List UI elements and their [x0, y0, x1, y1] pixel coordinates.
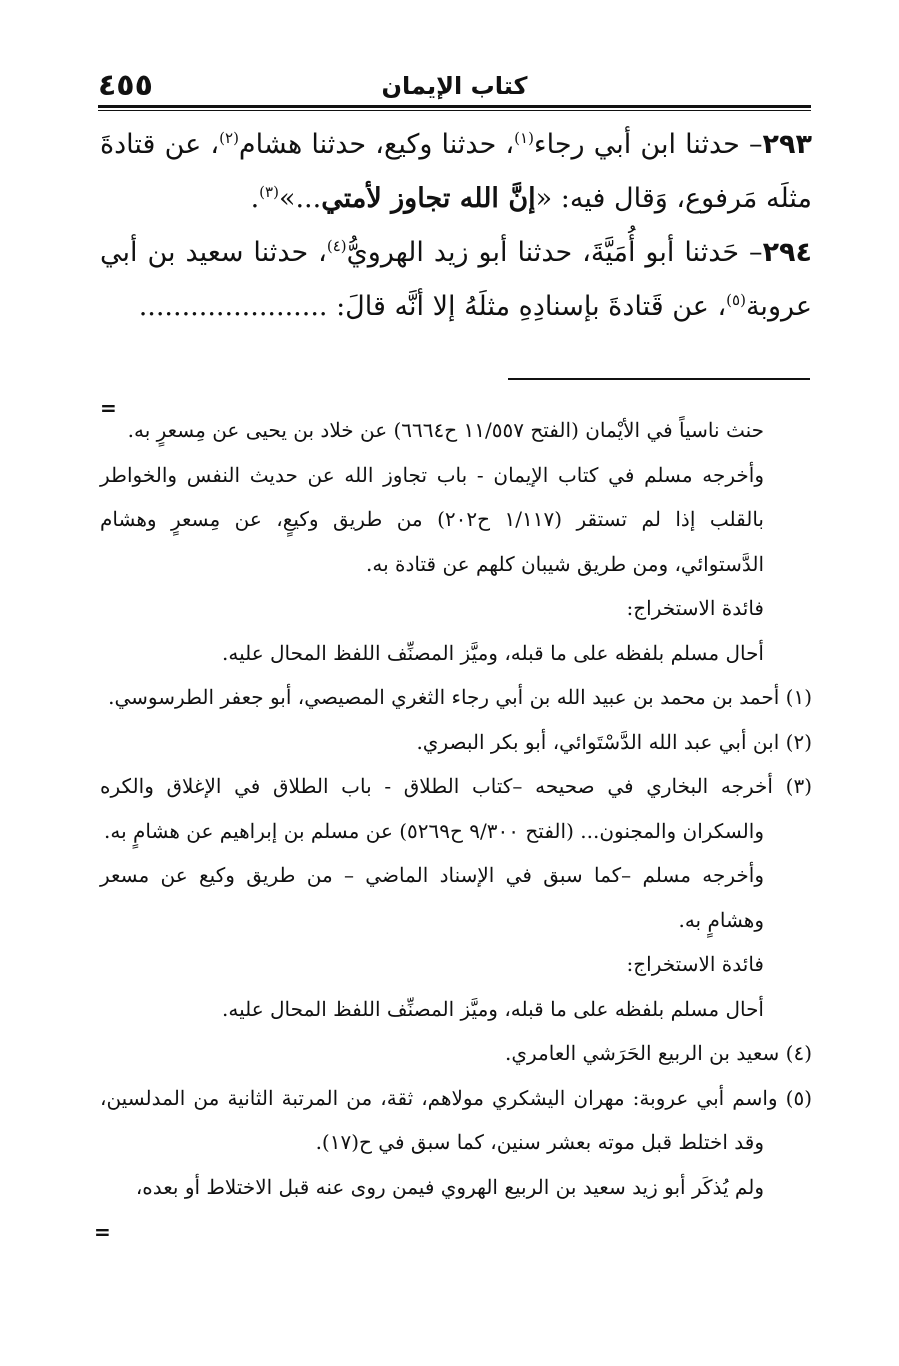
footnote-text: أحمد بن محمد بن عبيد الله بن أبي رجاء الثغري المصيصي، أبو جعفر الطرسوسي.	[108, 685, 780, 709]
footnote-continuation: ولم يُذكَر أبو زيد سعيد بن الربيع الهروي فيمن روى عنه قبل الاختلاط أو بعده،	[135, 1174, 764, 1199]
footnote-3	[100, 764, 812, 853]
footnote-continuation: حنث ناسياً في الأيْمان (الفتح ١١/٥٥٧ ح٦٦٦٤) عن خلاد بن يحيى عن مِسعرٍ به.	[127, 418, 764, 442]
text-segment: ، حدثنا وكيع، حدثنا هشام	[238, 129, 515, 160]
footnote-1	[100, 675, 812, 720]
hadith-293	[100, 118, 812, 226]
footnote-continuation: وأخرجه مسلم –كما سبق في الإسناد الماضي – من طريق وكيع عن مسعر وهشامٍ به.	[100, 863, 764, 932]
continuation-mark-top: =	[100, 396, 117, 420]
footnote-text: أخرجه البخاري في صحيحه –كتاب الطلاق - باب الطلاق في الإغلاق والكره والسكران والمجنون... (الفتح ٩/٣٠٠ ح٥٢٦٩) عن مسلم بن إبراهيم عن هشامٍ به.	[100, 774, 773, 843]
footnotes	[100, 408, 812, 1209]
running-title: كتاب الإيمان	[381, 72, 528, 100]
footnote-ref: (١)	[514, 129, 534, 147]
dash: –	[739, 237, 763, 268]
text-segment: ، عن قتادةَ مثلَه مَرفوع، وَقال فيه: «	[100, 129, 812, 214]
footnote-continuation: أحال مسلم بلفظه على ما قبله، وميَّز المصنِّف اللفظ المحال عليه.	[222, 996, 764, 1021]
hadith-number: ٢٩٤	[762, 237, 813, 268]
footnote-5	[100, 1076, 812, 1165]
footnote-mark: (٥)	[777, 1085, 813, 1110]
footnote-text: واسم أبي عروبة: مهران اليشكري مولاهم، ثقة، من المرتبة الثانية من المدلسين، وقد اختلط قبل موته بعشر سنين، كما سبق في ح(١٧).	[100, 1085, 778, 1154]
footnote-separator	[508, 378, 810, 380]
hadith-quote: إنَّ الله تجاوز لأمتي	[321, 183, 536, 214]
footnote-heading: فائدة الاستخراج:	[626, 596, 764, 620]
footnote-mark: (٤)	[779, 1041, 812, 1065]
text-segment: ، حدثنا سعيد بن أبي عروبة	[100, 237, 812, 322]
footnote-mark: (٢)	[779, 729, 812, 754]
main-text	[100, 118, 812, 334]
footnote-2	[100, 720, 812, 765]
page-header	[98, 68, 811, 104]
footnote-ref: (٢)	[219, 129, 239, 147]
header-rule-thin	[98, 110, 811, 111]
footnote-mark: (١)	[779, 685, 812, 709]
dash: –	[739, 129, 763, 160]
continuation-mark-bottom: =	[94, 1220, 111, 1244]
text-segment: ، عن قَتادةَ بإسنادِهِ مثلَهُ إلا أنَّه قالَ: ......................	[138, 291, 727, 322]
footnote-text: ابن أبي عبد الله الدَّسْتَوائي، أبو بكر البصري.	[416, 729, 780, 754]
text-segment: حدثنا ابن أبي رجاء	[533, 129, 740, 160]
footnote-continuation: وأخرجه مسلم في كتاب الإيمان - باب تجاوز الله عن حديث النفس والخواطر بالقلب إذا لم تستقر (١/١١٧ ح٢٠٢) من طريق وكيعٍ، عن مِسعرٍ وهشام الدَّستوائي، ومن طريق شيبان كلهم عن قتادة به.	[100, 462, 764, 576]
page-number: ٤٥٥	[98, 68, 153, 103]
text-segment: ...»	[278, 183, 322, 214]
footnote-ref: (٤)	[326, 237, 347, 255]
footnote-ref: (٥)	[726, 291, 746, 309]
footnote-text: سعيد بن الربيع الحَرَشي العامري.	[504, 1041, 780, 1065]
text-segment: .	[250, 183, 260, 214]
footnote-heading: فائدة الاستخراج:	[626, 952, 764, 976]
footnote-continuation: أحال مسلم بلفظه على ما قبله، وميَّز المصنِّف اللفظ المحال عليه.	[222, 640, 764, 665]
footnote-ref: (٣)	[259, 183, 279, 201]
hadith-294	[100, 226, 812, 334]
header-rule-thick	[98, 105, 811, 108]
footnote-4	[100, 1031, 812, 1076]
hadith-number: ٢٩٣	[762, 129, 812, 160]
text-segment: حَدثنا أبو أُمَيَّةَ، حدثنا أبو زيد الهرويُّ	[346, 237, 740, 268]
footnote-mark: (٣)	[772, 774, 812, 798]
